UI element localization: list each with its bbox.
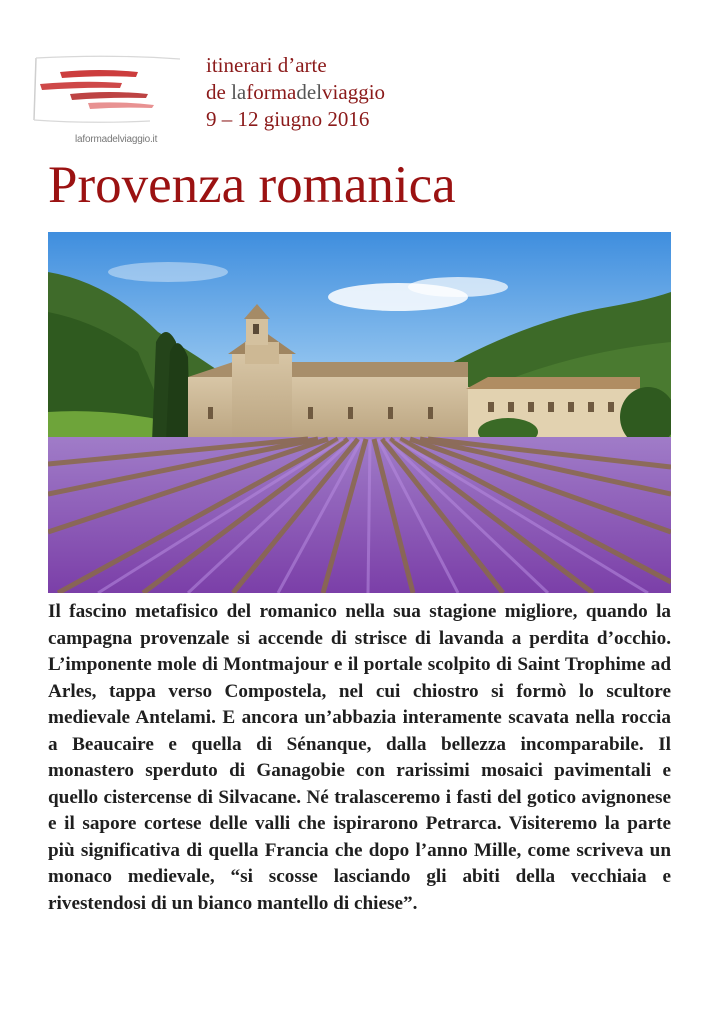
- header: [206, 52, 626, 133]
- header-de: de: [206, 80, 232, 104]
- header-line-2: [206, 79, 626, 106]
- logo-text: laformadelviaggio.it: [75, 134, 158, 145]
- header-viaggio: viaggio: [322, 80, 386, 104]
- lavender-abbey-photo: [48, 232, 671, 593]
- page-title: Provenza romanica: [48, 156, 456, 214]
- header-line-1: itinerari d’arte: [206, 53, 327, 77]
- description-paragraph: Il fascino metafisico del romanico nella sua stagione migliore, quando la campagna provenzale si accende di strisce di lavanda a perdita d’occhio. L’imponente mole di Montmajour e il portale scolpito di Saint Trophime ad Arles, tappa verso Compostela, nel cui chiostro si formò lo scultore medievale Antelami. E ancora un’abbazia interamente scavata nella roccia a Beaucaire e quella di Sénanque, dalla bellezza incomparabile. Il monastero sperduto di Ganagobie con rarissimi mosaici pavimentali e quello cistercense di Silvacane. Né tralasceremo i fasti del gotico avignonese e il sapore cortese delle valli che ispirarono Petrarca. Visiteremo la parte più significativa di quella Francia che dopo l’anno Mille, come scriveva un monaco medievale, “si scosse lasciando gli abiti della vecchiaia e rivestendosi di un bianco mantello di chiese”.: [48, 601, 671, 914]
- header-dates: 9 – 12 giugno 2016: [206, 107, 370, 131]
- logo: [30, 50, 188, 150]
- header-forma: forma: [246, 80, 297, 104]
- header-del: del: [296, 80, 323, 104]
- header-la: la: [231, 80, 247, 104]
- photo-illustration: [48, 232, 671, 593]
